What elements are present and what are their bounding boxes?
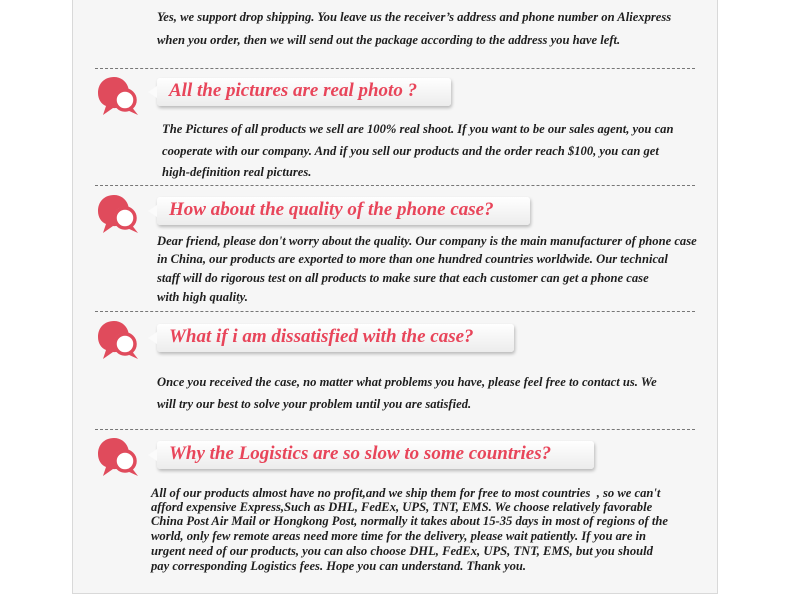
answer-line: pay corresponding Logistics fees. Hope you can understand. Thank you. <box>151 559 527 573</box>
answer-line: The Pictures of all products we sell are 100% real shoot. If you want to be our sales agent, you can <box>162 122 674 136</box>
divider <box>95 185 695 186</box>
answer-line: world, only few remote areas need more time for the delivery, please wait patiently. If you are in <box>151 529 647 543</box>
answer-line: with high quality. <box>157 290 248 304</box>
intro-line: Yes, we support drop shipping. You leave us the receiver’s address and phone number on Aliexpress <box>157 10 672 24</box>
question-title: How about the quality of the phone case? <box>169 199 494 220</box>
speech-bubble-icon <box>96 192 142 236</box>
divider <box>95 68 695 69</box>
question-title: What if i am dissatisfied with the case? <box>169 326 474 347</box>
answer-line: urgent need of our products, you can also choose DHL, FedEx, UPS, TNT, EMS, but you should <box>151 544 653 558</box>
intro-line: when you order, then we will send out the package according to the address you have left. <box>157 33 621 47</box>
speech-bubble-icon <box>96 74 142 118</box>
divider <box>95 311 695 312</box>
question-banner <box>157 324 514 352</box>
question-banner <box>157 197 530 225</box>
divider <box>95 429 695 430</box>
question-title: Why the Logistics are so slow to some countries? <box>169 443 552 464</box>
answer-line: Dear friend, please don't worry about the quality. Our company is the main manufacturer of phone case <box>157 234 697 248</box>
answer-line: high-definition real pictures. <box>162 165 312 179</box>
question-banner <box>157 78 451 106</box>
speech-bubble-icon <box>96 318 142 362</box>
speech-bubble-icon <box>96 435 142 479</box>
answer-line: China Post Air Mail or Hongkong Post, normally it takes about 15-35 days in most of regions of the <box>151 514 668 528</box>
answer-line: staff will do rigorous test on all products to make sure that each customer can get a phone case <box>157 271 649 285</box>
question-banner <box>157 441 594 469</box>
question-title: All the pictures are real photo ? <box>169 80 418 101</box>
answer-line: All of our products almost have no profit,and we ship them for free to most countries , so we can't <box>151 486 661 500</box>
answer-line: Once you received the case, no matter what problems you have, please feel free to contact us. We <box>157 375 657 389</box>
answer-line: in China, our products are exported to more than one hundred countries worldwide. Our technical <box>157 252 668 266</box>
answer-line: will try our best to solve your problem until you are satisfied. <box>157 397 472 411</box>
answer-line: cooperate with our company. And if you sell our products and the order reach $100, you can get <box>162 144 659 158</box>
answer-line: afford expensive Express,Such as DHL, FedEx, UPS, TNT, EMS. We choose relatively favorable <box>151 500 653 514</box>
